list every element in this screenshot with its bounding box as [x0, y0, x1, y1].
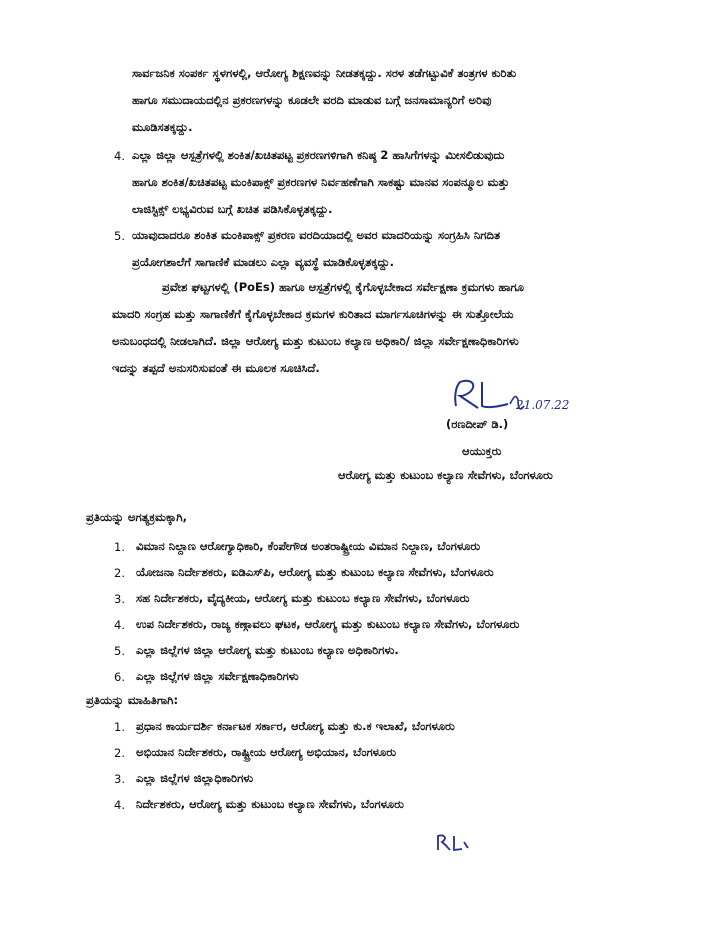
signatory-name: (ರಣದೀಪ್ ಡಿ.): [446, 417, 509, 431]
copy-action-number-2: 2.: [114, 566, 125, 580]
copy-action-item-1: ವಿಮಾನ ನಿಲ್ದಾಣ ಆರೋಗ್ಯಾಧಿಕಾರಿ, ಕೆಂಪೇಗೌಡ ಅಂತರಾಷ್ಟ್ರೀಯ ವಿಮಾನ ನಿಲ್ದಾಣ, ಬೆಂಗಳೂರು: [136, 539, 481, 553]
poe-line-2: ಮಾದರಿ ಸಂಗ್ರಹ ಮತ್ತು ಸಾಗಾಣಿಕೆಗೆ ಕೈಗೊಳ್ಳಬೇಕಾದ ಕ್ರಮಗಳ ಕುರಿತಾದ ಮಾರ್ಗಸೂಚಿಗಳನ್ನು ಈ ಸುತ್ತೋಲೆಯ: [112, 307, 514, 321]
copy-action-number-4: 4.: [114, 618, 125, 632]
copy-action-item-2: ಯೋಜನಾ ನಿರ್ದೇಶಕರು, ಐಡಿಎಸ್‌ಪಿ, ಆರೋಗ್ಯ ಮತ್ತು ಕುಟುಂಬ ಕಲ್ಯಾಣ ಸೇವೆಗಳು, ಬೆಂಗಳೂರು: [136, 565, 494, 579]
intro-line-3: ಮೂಡಿಸತಕ್ಕದ್ದು.: [132, 120, 193, 134]
copy-info-number-4: 4.: [114, 798, 125, 812]
poe-line-1: ಪ್ರವೇಶ ಘಟ್ಟಗಳಲ್ಲಿ (PoEs) ಹಾಗೂ ಆಸ್ಪತ್ರೆಗಳಲ್ಲಿ ಕೈಗೊಳ್ಳಬೇಕಾದ ಸರ್ವೇಕ್ಷಣಾ ಕ್ರಮಗಳು ಹಾಗೂ: [162, 280, 524, 294]
item4-line-2: ಹಾಗೂ ಶಂಕಿತ/ಖಚಿತಪಟ್ಟ ಮಂಕಿಪಾಕ್ಸ್ ಪ್ರಕರಣಗಳ ನಿರ್ವಹಣೆಗಾಗಿ ಸಾಕಷ್ಟು ಮಾನವ ಸಂಪನ್ಮೂಲ ಮತ್ತು: [132, 175, 510, 189]
copy-info-number-1: 1.: [114, 720, 125, 734]
item5-number: 5.: [114, 229, 125, 243]
initials-mark: [434, 832, 474, 854]
item4-line-1: ಎಲ್ಲಾ ಜಿಲ್ಲಾ ಆಸ್ಪತ್ರೆಗಳಲ್ಲಿ ಶಂಕಿತ/ಖಚಿತಪಟ್ಟ ಪ್ರಕರಣಗಳಿಗಾಗಿ ಕನಿಷ್ಠ 2 ಹಾಸಿಗೆಗಳನ್ನು ಮೀಸಲಿಡುವುದು: [132, 148, 505, 162]
copy-action-number-5: 5.: [114, 644, 125, 658]
copy-action-item-4: ಉಪ ನಿರ್ದೇಶಕರು, ರಾಜ್ಯ ಕಣ್ಗಾವಲು ಘಟಕ, ಆರೋಗ್ಯ ಮತ್ತು ಕುಟುಂಬ ಕಲ್ಯಾಣ ಸೇವೆಗಳು, ಬೆಂಗಳೂರು: [136, 617, 520, 631]
copy-info-item-2: ಅಭಿಯಾನ ನಿರ್ದೇಶಕರು, ರಾಷ್ಟ್ರೀಯ ಆರೋಗ್ಯ ಅಭಿಯಾನ, ಬೆಂಗಳೂರು: [136, 745, 396, 759]
copy-action-item-3: ಸಹ ನಿರ್ದೇಶಕರು, ವೈದ್ಯಕೀಯ, ಆರೋಗ್ಯ ಮತ್ತು ಕುಟುಂಬ ಕಲ್ಯಾಣ ಸೇವೆಗಳು, ಬೆಂಗಳೂರು: [136, 591, 470, 605]
poe-line-4: ಇದನ್ನು ತಪ್ಪದೆ ಅನುಸರಿಸುವಂತೆ ಈ ಮೂಲಕ ಸೂಚಿಸಿದೆ.: [112, 361, 320, 375]
poe-line-3: ಅನುಬಂಧದಲ್ಲಿ ನೀಡಲಾಗಿದೆ. ಜಿಲ್ಲಾ ಆರೋಗ್ಯ ಮತ್ತು ಕುಟುಂಬ ಕಲ್ಯಾಣ ಅಧಿಕಾರಿ/ ಜಿಲ್ಲಾ ಸರ್ವೇಕ್ಷಣಾಧಿಕಾರಿಗಳು: [112, 334, 519, 348]
copy-action-number-3: 3.: [114, 592, 125, 606]
copy-info-heading: ಪ್ರತಿಯನ್ನು ಮಾಹಿತಿಗಾಗಿ:: [86, 693, 179, 707]
copy-info-item-3: ಎಲ್ಲಾ ಜಿಲ್ಲೆಗಳ ಜಿಲ್ಲಾಧಿಕಾರಿಗಳು: [136, 771, 254, 785]
intro-line-2: ಹಾಗೂ ಸಮುದಾಯದಲ್ಲಿನ ಪ್ರಕರಣಗಳನ್ನು ಕೂಡಲೇ ವರದಿ ಮಾಡುವ ಬಗ್ಗೆ ಜನಸಾಮಾನ್ಯರಿಗೆ ಅರಿವು: [132, 93, 492, 107]
copy-action-number-1: 1.: [114, 540, 125, 554]
item5-line-1: ಯಾವುದಾದರೂ ಶಂಕಿತ ಮಂಕಿಪಾಕ್ಸ್ ಪ್ರಕರಣ ವರದಿಯಾದಲ್ಲಿ ಅವರ ಮಾದರಿಯನ್ನು ಸಂಗ್ರಹಿಸಿ ನಿಗದಿತ: [132, 228, 501, 242]
copy-action-heading: ಪ್ರತಿಯನ್ನು ಅಗತ್ಯಕ್ರಮಕ್ಕಾಗಿ,: [86, 510, 187, 524]
copy-info-item-4: ನಿರ್ದೇಶಕರು, ಆರೋಗ್ಯ ಮತ್ತು ಕುಟುಂಬ ಕಲ್ಯಾಣ ಸೇವೆಗಳು, ಬೆಂಗಳೂರು: [136, 797, 404, 811]
copy-action-number-6: 6.: [114, 670, 125, 684]
copy-info-number-2: 2.: [114, 746, 125, 760]
intro-line-1: ಸಾರ್ವಜನಿಕ ಸಂಪರ್ಕ ಸ್ಥಳಗಳಲ್ಲಿ, ಆರೋಗ್ಯ ಶಿಕ್ಷಣವನ್ನು ನೀಡತಕ್ಕದ್ದು. ಸರಳ ತಡೆಗಟ್ಟುವಿಕೆ ತಂತ್ರಗಳ ಕುರಿತು: [132, 66, 517, 80]
signature-date: 21.07.22: [516, 398, 570, 412]
item5-line-2: ಪ್ರಯೋಗಶಾಲೆಗೆ ಸಾಗಾಣಿಕೆ ಮಾಡಲು ಎಲ್ಲಾ ವ್ಯವಸ್ಥೆ ಮಾಡಿಕೊಳ್ಳತಕ್ಕದ್ದು.: [132, 255, 394, 269]
initials-stroke-icon: [434, 832, 474, 854]
signatory-title: ಆಯುಕ್ತರು: [462, 444, 502, 458]
item4-number: 4.: [114, 149, 125, 163]
copy-action-item-5: ಎಲ್ಲಾ ಜಿಲ್ಲೆಗಳ ಜಿಲ್ಲಾ ಆರೋಗ್ಯ ಮತ್ತು ಕುಟುಂಬ ಕಲ್ಯಾಣ ಅಧಿಕಾರಿಗಳು.: [136, 643, 399, 657]
signatory-department: ಆರೋಗ್ಯ ಮತ್ತು ಕುಟುಂಬ ಕಲ್ಯಾಣ ಸೇವೆಗಳು, ಬೆಂಗಳೂರು: [338, 468, 553, 482]
copy-info-item-1: ಪ್ರಧಾನ ಕಾರ್ಯದರ್ಶಿ ಕರ್ನಾಟಕ ಸರ್ಕಾರ, ಆರೋಗ್ಯ ಮತ್ತು ಕು.ಕ ಇಲಾಖೆ, ಬೆಂಗಳೂರು: [136, 719, 455, 733]
copy-action-item-6: ಎಲ್ಲಾ ಜಿಲ್ಲೆಗಳ ಜಿಲ್ಲಾ ಸರ್ವೇಕ್ಷಣಾಧಿಕಾರಿಗಳು: [136, 669, 299, 683]
item4-line-3: ಲಾಜಿಸ್ಟಿಕ್ಸ್ ಲಭ್ಯವಿರುವ ಬಗ್ಗೆ ಖಚಿತ ಪಡಿಸಿಕೊಳ್ಳತಕ್ಕದ್ದು.: [132, 202, 333, 216]
copy-info-number-3: 3.: [114, 772, 125, 786]
